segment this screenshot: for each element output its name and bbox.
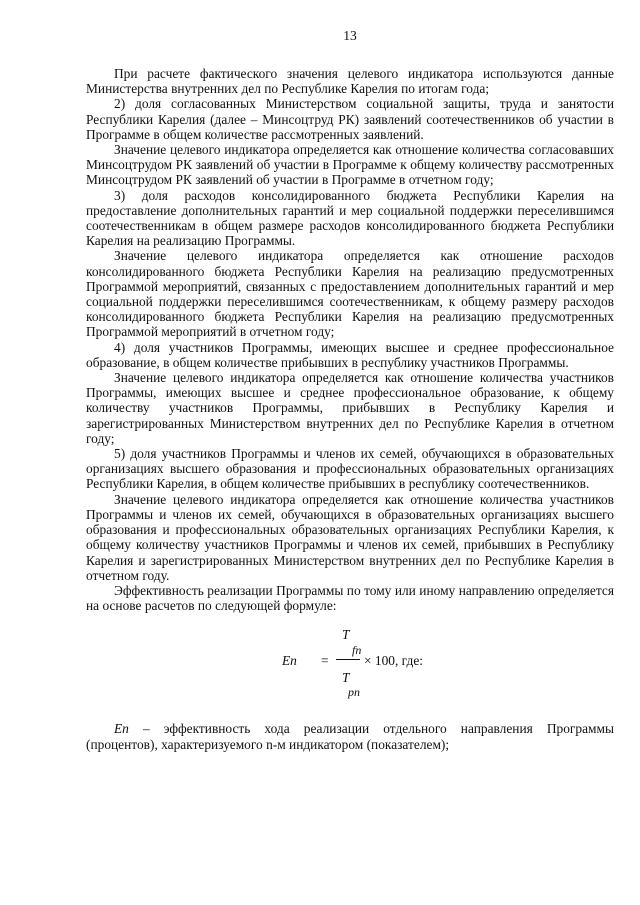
paragraph-indicator-4-definition: Значение целевого индикатора определяется как отношение количества участников Программы, имеющих высшее и среднее профессиональное образование, к общему количеству участников Программы, прибывших в Республику Карелия и зарегистрированных Министерством внутренних дел по Республике Карелия в отчетном году; — [86, 370, 614, 446]
formula-fraction-bar — [336, 659, 360, 660]
formula-denominator-symbol: T — [342, 670, 350, 686]
paragraph-data-source: При расчете фактического значения целевого индикатора используются данные Министерства внутренних дел по Республике Карелия по итогам года; — [86, 66, 614, 97]
paragraph-definition-en — [86, 721, 614, 751]
formula-multiplier: × 100, где: — [364, 653, 423, 669]
formula-equals-sign: = — [321, 653, 329, 669]
paragraph-indicator-5-definition: Значение целевого индикатора определяется как отношение количества участников Программы и членов их семей, обучающихся в образовательных организациях высшего образования и профессиональных образовательных организациях Республики Карелия, к общему количеству участников Программы и членов их семей, прибывших в Республику Карелия и зарегистрированных Министерством внутренних дел по Республике Карелия в отчетном году. — [86, 491, 614, 583]
efficiency-formula — [86, 623, 614, 701]
formula-denominator-subscript: pn — [348, 685, 360, 700]
formula-lhs: Еn — [282, 653, 297, 669]
paragraph-indicator-3: 3) доля расходов консолидированного бюджета Республики Карелия на предоставление дополнительных гарантий и мер социальной поддержки переселившимся соотечественникам в общем размере расходов консолидированного бюджета Республики Карелия на реализацию Программы. — [86, 187, 614, 249]
paragraph-indicator-3-definition: Значение целевого индикатора определяется как отношение расходов консолидированного бюджета Республики Карелия на реализацию предусмотренных Программой мероприятий, связанных с предоставлением дополнительных гарантий и мер социальной поддержки переселившимся соотечественникам, к общему размеру расходов консолидированного бюджета Республики Карелия на реализацию предусмотренных Программой мероприятий в отчетном году; — [86, 248, 614, 340]
page-number: 13 — [343, 28, 357, 43]
paragraph-indicator-5: 5) доля участников Программы и членов их семей, обучающихся в образовательных организациях высшего образования и профессиональных образовательных организациях Республики Карелия, в общем количестве прибывших в республику соотечественников. — [86, 446, 614, 492]
formula-numerator-symbol: T — [342, 627, 350, 643]
definition-text: – эффективность хода реализации отдельного направления Программы (процентов), характеризуемого n-м индикатором (показателем); — [86, 721, 614, 752]
paragraph-indicator-2-definition: Значение целевого индикатора определяется как отношение количества согласовавших Минсоцтрудом РК заявлений об участии в Программе к общему количеству рассмотренных Минсоцтрудом РК заявлений об участии в Программе в отчетном году; — [86, 142, 614, 188]
paragraph-efficiency-intro: Эффективность реализации Программы по тому или иному направлению определяется на основе расчетов по следующей формуле: — [86, 582, 614, 614]
definition-term: Еn — [114, 721, 129, 737]
paragraph-indicator-4: 4) доля участников Программы, имеющих высшее и среднее профессиональное образование, в общем количестве прибывших в республику участников Программы. — [86, 339, 614, 370]
document-page — [86, 28, 614, 752]
paragraph-indicator-2: 2) доля согласованных Министерством социальной защиты, труда и занятости Республики Карелия (далее – Минсоцтруд РК) заявлений соотечественников об участии в Программе в общем количестве рассмотренных заявлений. — [86, 96, 614, 142]
formula-numerator-subscript: fn — [352, 643, 362, 658]
